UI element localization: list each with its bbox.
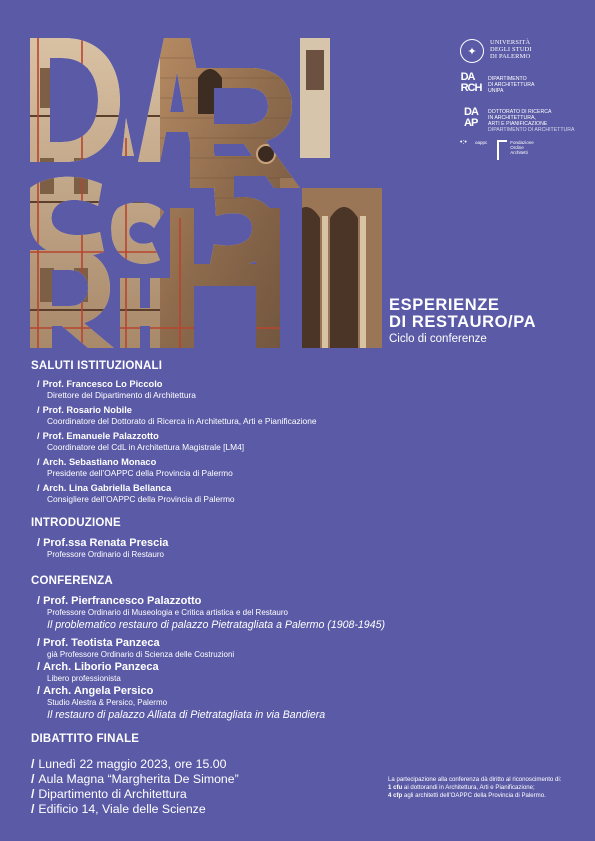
speaker-item bbox=[37, 637, 234, 660]
speaker-item bbox=[37, 457, 233, 479]
title-line-1: ESPERIENZE bbox=[389, 296, 500, 314]
event-subtitle: Ciclo di conferenze bbox=[389, 333, 487, 345]
event-date: / Lunedì 22 maggio 2023, ore 15.00 bbox=[31, 757, 227, 771]
oappc-dots-icon: •:• bbox=[460, 139, 467, 146]
slash-icon: / bbox=[37, 379, 40, 389]
partner-logos bbox=[460, 140, 534, 160]
speaker-name: Arch. Sebastiano Monaco bbox=[42, 457, 157, 467]
fondazione-name: Fondazione Ordine Architetti bbox=[510, 140, 534, 155]
university-seal-icon: ✦ bbox=[460, 39, 484, 63]
slash-icon: / bbox=[37, 537, 41, 549]
event-department: / Dipartimento di Architettura bbox=[31, 787, 187, 801]
dottorato-logo bbox=[460, 107, 574, 133]
speaker-name: Prof. Emanuele Palazzotto bbox=[42, 431, 159, 441]
slash-icon: / bbox=[31, 787, 35, 801]
speaker-role: già Professore Ordinario di Scienza delle Costruzioni bbox=[47, 650, 235, 659]
oappc-name: oappc bbox=[475, 140, 488, 145]
speaker-item bbox=[37, 431, 244, 453]
talk-title: Il problematico restauro di palazzo Pietratagliata a Palermo (1908-1945) bbox=[47, 619, 386, 631]
speaker-role: Consigliere dell’OAPPC della Provincia di Palermo bbox=[47, 494, 235, 504]
fondazione-mark-icon bbox=[497, 140, 507, 160]
speaker-item bbox=[37, 405, 317, 427]
credits-note bbox=[388, 776, 578, 800]
slash-icon: / bbox=[37, 595, 41, 607]
title-line-2: DI RESTAURO/PA bbox=[389, 313, 537, 331]
slash-icon: / bbox=[37, 483, 40, 493]
university-name: UNIVERSITÀ DEGLI STUDI DI PALERMO bbox=[490, 39, 532, 60]
speaker-name: Arch. Lina Gabriella Bellanca bbox=[42, 483, 172, 493]
section-heading-conferenza: CONFERENZA bbox=[31, 575, 113, 587]
slash-icon: / bbox=[37, 661, 41, 673]
speaker-name: Prof. Rosario Nobile bbox=[42, 405, 132, 415]
speaker-role: Coordinatore del Dottorato di Ricerca in Architettura, Arti e Pianificazione bbox=[47, 416, 317, 426]
speaker-item bbox=[37, 483, 235, 505]
speaker-role: Studio Alestra & Persico, Palermo bbox=[47, 698, 168, 707]
speaker-item bbox=[37, 595, 385, 632]
darch-name: DIPARTIMENTO DI ARCHITETTURA UNIPA bbox=[488, 76, 535, 94]
speaker-name: Arch. Liborio Panzeca bbox=[43, 661, 159, 673]
slash-icon: / bbox=[37, 405, 40, 415]
dottorato-mark-icon: DA AP bbox=[464, 106, 478, 129]
section-heading-saluti: SALUTI ISTITUZIONALI bbox=[31, 360, 163, 372]
speaker-name: Prof. Francesco Lo Piccolo bbox=[42, 379, 163, 389]
speaker-role: Libero professionista bbox=[47, 674, 121, 683]
speaker-role: Presidente dell’OAPPC della Provincia di Palermo bbox=[47, 468, 233, 478]
darch-letters-photo bbox=[30, 38, 382, 348]
slash-icon: / bbox=[37, 685, 41, 697]
credits-cfp: 4 cfp agli architetti dell’OAPPC della Provincia di Palermo. bbox=[388, 792, 546, 799]
darch-mark-icon: DA RCH bbox=[460, 71, 482, 94]
speaker-name: Arch. Angela Persico bbox=[43, 685, 154, 697]
speaker-name: Prof. Teotista Panzeca bbox=[43, 637, 160, 649]
speaker-role: Direttore del Dipartimento di Architettura bbox=[47, 390, 196, 400]
talk-title: Il restauro di palazzo Alliata di Pietratagliata in via Bandiera bbox=[47, 709, 326, 721]
section-heading-introduzione: INTRODUZIONE bbox=[31, 517, 121, 529]
speaker-item bbox=[37, 537, 168, 560]
dottorato-name: DOTTORATO DI RICERCA IN ARCHITETTURA, ARTI E PIANIFICAZIONE DIPARTIMENTO DI ARCHITETTURA bbox=[488, 109, 575, 133]
slash-icon: / bbox=[37, 457, 40, 467]
speaker-name: Prof.ssa Renata Prescia bbox=[43, 537, 169, 549]
event-title-block bbox=[389, 297, 536, 346]
credits-intro: La partecipazione alla conferenza dà diritto al riconoscimento di: bbox=[388, 776, 562, 783]
section-heading-dibattito: DIBATTITO FINALE bbox=[31, 733, 140, 745]
slash-icon: / bbox=[37, 431, 40, 441]
speaker-role: Professore Ordinario di Restauro bbox=[47, 550, 164, 559]
speaker-role: Professore Ordinario di Museologia e Critica artistica e del Restauro bbox=[47, 608, 288, 617]
slash-icon: / bbox=[37, 637, 41, 649]
oappc-logo bbox=[460, 140, 487, 146]
speaker-item bbox=[37, 379, 196, 401]
event-room: / Aula Magna “Margherita De Simone” bbox=[31, 772, 239, 786]
slash-icon: / bbox=[31, 802, 35, 816]
event-info bbox=[31, 757, 239, 817]
speaker-name: Prof. Pierfrancesco Palazzotto bbox=[43, 595, 202, 607]
fondazione-logo bbox=[497, 140, 534, 160]
speaker-item bbox=[37, 661, 159, 684]
darch-logo bbox=[460, 72, 534, 94]
speaker-role: Coordinatore del CdL in Architettura Magistrale [LM4] bbox=[47, 442, 245, 452]
slash-icon: / bbox=[31, 757, 35, 771]
speaker-item bbox=[37, 685, 325, 722]
university-logo bbox=[460, 39, 532, 63]
event-address: / Edificio 14, Viale delle Scienze bbox=[31, 802, 206, 816]
credits-cfu: 1 cfu ai dottorandi in Architettura, Arti e Pianificazione; bbox=[388, 784, 535, 791]
slash-icon: / bbox=[31, 772, 35, 786]
